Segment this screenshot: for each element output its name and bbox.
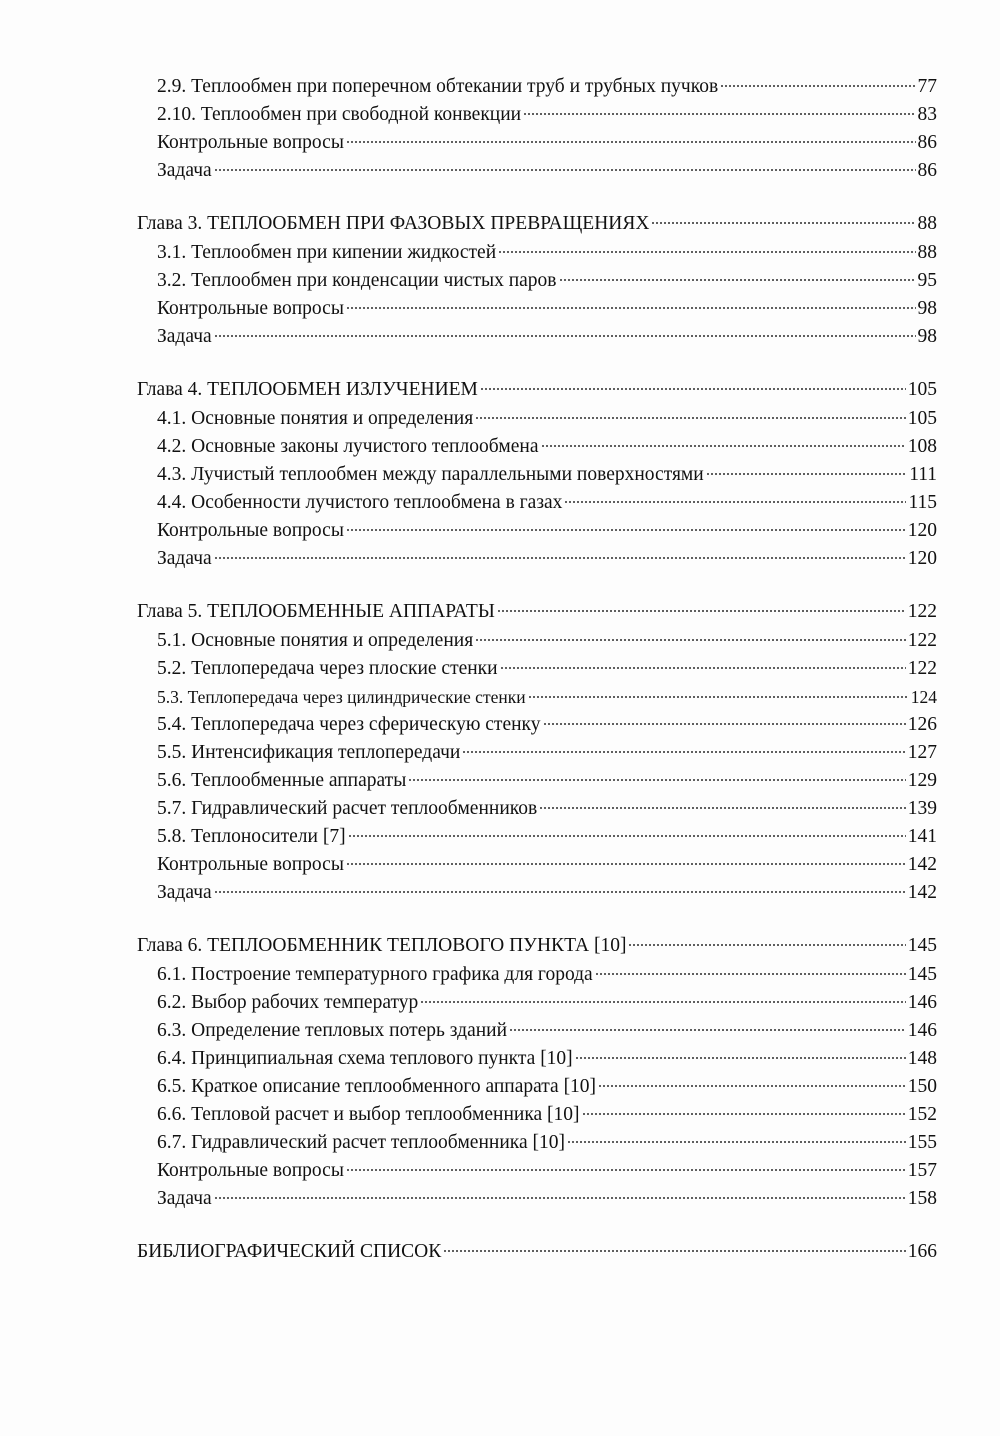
dot-leader xyxy=(346,528,906,532)
toc-section xyxy=(137,597,937,907)
toc-entry-title: 5.6. Теплообменные аппараты xyxy=(157,770,407,791)
toc-entry xyxy=(137,655,937,683)
toc-entry-page-number: 88 xyxy=(917,213,937,234)
toc-entry-page-number: 155 xyxy=(907,1132,937,1153)
toc-entry xyxy=(137,739,937,767)
toc-entry xyxy=(137,851,937,879)
toc-section xyxy=(137,375,937,573)
toc-entry-title: 5.4. Теплопередача через сферическую стенку xyxy=(157,714,541,735)
toc-entry xyxy=(137,517,937,545)
toc-entry-page-number: 142 xyxy=(907,882,937,903)
toc-entry-title: 5.2. Теплопередача через плоские стенки xyxy=(157,658,498,679)
toc-chapter-entry xyxy=(137,597,937,627)
section-spacer xyxy=(137,907,937,931)
toc-entry xyxy=(137,129,937,157)
toc-entry xyxy=(137,989,937,1017)
section-spacer xyxy=(137,573,937,597)
dot-leader xyxy=(651,221,915,225)
toc-section xyxy=(137,209,937,351)
toc-entry xyxy=(137,157,937,185)
toc-entry-title: 5.8. Теплоносители [7] xyxy=(157,826,346,847)
dot-leader xyxy=(348,834,906,838)
toc-entry-page-number: 166 xyxy=(907,1241,937,1262)
toc-entry xyxy=(137,711,937,739)
table-of-contents xyxy=(137,73,937,1267)
toc-entry xyxy=(137,323,937,351)
toc-entry xyxy=(137,489,937,517)
toc-entry-page-number: 122 xyxy=(907,658,937,679)
dot-leader xyxy=(706,472,907,476)
dot-leader xyxy=(598,1084,906,1088)
toc-entry-page-number: 88 xyxy=(917,242,937,263)
toc-entry-title: Задача xyxy=(157,548,212,569)
toc-entry-title: 4.2. Основные законы лучистого теплообмена xyxy=(157,436,539,457)
toc-entry-title: 5.3. Теплопередача через цилиндрические стенки xyxy=(157,687,526,707)
toc-entry-page-number: 122 xyxy=(907,630,937,651)
toc-entry-title: Контрольные вопросы xyxy=(157,520,344,541)
toc-entry-title: Глава 6. ТЕПЛООБМЕННИК ТЕПЛОВОГО ПУНКТА [10] xyxy=(137,935,627,956)
dot-leader xyxy=(214,334,916,338)
toc-entry xyxy=(137,545,937,573)
toc-entry-title: Контрольные вопросы xyxy=(157,132,344,153)
dot-leader xyxy=(480,387,906,391)
toc-entry xyxy=(137,879,937,907)
toc-entry xyxy=(137,767,937,795)
toc-entry xyxy=(137,1101,937,1129)
toc-entry-page-number: 139 xyxy=(907,798,937,819)
dot-leader xyxy=(443,1249,906,1253)
toc-entry xyxy=(137,1157,937,1185)
toc-entry-title: Глава 4. ТЕПЛООБМЕН ИЗЛУЧЕНИЕМ xyxy=(137,379,478,400)
toc-entry-title: Контрольные вопросы xyxy=(157,854,344,875)
toc-entry-page-number: 127 xyxy=(907,742,937,763)
toc-entry xyxy=(137,239,937,267)
toc-entry-title: 6.6. Тепловой расчет и выбор теплообменника [10] xyxy=(157,1104,580,1125)
toc-entry-title: 4.4. Особенности лучистого теплообмена в газах xyxy=(157,492,563,513)
toc-entry-page-number: 115 xyxy=(908,492,937,513)
toc-entry-page-number: 108 xyxy=(907,436,937,457)
toc-entry-page-number: 98 xyxy=(917,298,937,319)
toc-entry-page-number: 122 xyxy=(907,601,937,622)
dot-leader xyxy=(595,972,906,976)
toc-entry-page-number: 124 xyxy=(910,687,937,707)
section-spacer xyxy=(137,185,937,209)
toc-entry-title: 6.2. Выбор рабочих температур xyxy=(157,992,419,1013)
toc-entry-title: Контрольные вопросы xyxy=(157,298,344,319)
dot-leader xyxy=(500,666,906,670)
dot-leader xyxy=(559,278,916,282)
dot-leader xyxy=(564,500,906,504)
toc-chapter-entry xyxy=(137,375,937,405)
toc-entry-page-number: 157 xyxy=(907,1160,937,1181)
dot-leader xyxy=(498,250,915,254)
toc-entry xyxy=(137,433,937,461)
dot-leader xyxy=(582,1112,906,1116)
toc-entry-title: Задача xyxy=(157,882,212,903)
toc-entry-page-number: 129 xyxy=(907,770,937,791)
toc-entry-page-number: 146 xyxy=(907,1020,937,1041)
dot-leader xyxy=(346,1168,906,1172)
toc-entry-title: 4.1. Основные понятия и определения xyxy=(157,408,474,429)
toc-entry-title: 5.1. Основные понятия и определения xyxy=(157,630,474,651)
toc-chapter-entry xyxy=(137,209,937,239)
dot-leader xyxy=(543,722,906,726)
toc-entry-title: Глава 5. ТЕПЛООБМЕННЫЕ АППАРАТЫ xyxy=(137,601,495,622)
toc-entry-title: Задача xyxy=(157,160,212,181)
toc-entry xyxy=(137,461,937,489)
toc-entry-page-number: 152 xyxy=(907,1104,937,1125)
toc-entry-page-number: 146 xyxy=(907,992,937,1013)
toc-section xyxy=(137,73,937,185)
dot-leader xyxy=(420,1000,906,1004)
toc-entry-title: Глава 3. ТЕПЛООБМЕН ПРИ ФАЗОВЫХ ПРЕВРАЩЕНИЯХ xyxy=(137,213,650,234)
toc-entry-page-number: 148 xyxy=(907,1048,937,1069)
toc-entry xyxy=(137,1017,937,1045)
toc-entry-title: БИБЛИОГРАФИЧЕСКИЙ СПИСОК xyxy=(137,1241,442,1262)
toc-entry xyxy=(137,1185,937,1213)
toc-entry-title: 2.10. Теплообмен при свободной конвекции xyxy=(157,104,522,125)
dot-leader xyxy=(214,168,916,172)
dot-leader xyxy=(575,1056,906,1060)
toc-entry-title: 2.9. Теплообмен при поперечном обтекании труб и трубных пучков xyxy=(157,76,719,97)
toc-bibliography-entry xyxy=(137,1237,937,1267)
toc-entry xyxy=(137,1129,937,1157)
dot-leader xyxy=(628,943,905,947)
toc-entry xyxy=(137,73,937,101)
toc-entry-page-number: 86 xyxy=(917,160,937,181)
toc-entry-title: Задача xyxy=(157,1188,212,1209)
dot-leader xyxy=(214,890,906,894)
toc-entry-title: 6.5. Краткое описание теплообменного аппарата [10] xyxy=(157,1076,597,1097)
toc-entry-page-number: 145 xyxy=(907,935,937,956)
toc-entry xyxy=(137,405,937,433)
toc-entry-page-number: 86 xyxy=(917,132,937,153)
dot-leader xyxy=(541,444,906,448)
toc-entry-page-number: 120 xyxy=(907,548,937,569)
dot-leader xyxy=(523,112,915,116)
toc-entry-title: 5.7. Гидравлический расчет теплообменников xyxy=(157,798,538,819)
dot-leader xyxy=(346,862,906,866)
toc-entry-page-number: 150 xyxy=(907,1076,937,1097)
toc-entry-page-number: 111 xyxy=(909,464,937,485)
dot-leader xyxy=(475,416,906,420)
dot-leader xyxy=(346,140,916,144)
toc-entry-page-number: 145 xyxy=(907,964,937,985)
toc-section xyxy=(137,931,937,1213)
toc-entry xyxy=(137,823,937,851)
toc-chapter-entry xyxy=(137,931,937,961)
dot-leader xyxy=(497,609,906,613)
toc-entry-page-number: 98 xyxy=(917,326,937,347)
toc-entry-title: 6.7. Гидравлический расчет теплообменника [10] xyxy=(157,1132,565,1153)
dot-leader xyxy=(214,556,906,560)
dot-leader xyxy=(567,1140,906,1144)
toc-entry xyxy=(137,1045,937,1073)
section-spacer xyxy=(137,1213,937,1237)
dot-leader xyxy=(214,1196,906,1200)
toc-entry xyxy=(137,627,937,655)
toc-entry-title: 6.3. Определение тепловых потерь зданий xyxy=(157,1020,508,1041)
toc-entry-title: 6.1. Построение температурного графика для города xyxy=(157,964,593,985)
dot-leader xyxy=(539,806,906,810)
toc-entry-page-number: 77 xyxy=(917,76,937,97)
toc-entry-page-number: 105 xyxy=(907,408,937,429)
toc-section xyxy=(137,1237,937,1267)
section-spacer xyxy=(137,351,937,375)
dot-leader xyxy=(408,778,905,782)
toc-entry xyxy=(137,267,937,295)
toc-entry xyxy=(137,295,937,323)
toc-entry xyxy=(137,795,937,823)
toc-entry-title: 5.5. Интенсификация теплопередачи xyxy=(157,742,461,763)
toc-entry xyxy=(137,101,937,129)
dot-leader xyxy=(720,84,915,88)
toc-entry-title: Задача xyxy=(157,326,212,347)
toc-entry-title: 4.3. Лучистый теплообмен между параллельными поверхностями xyxy=(157,464,704,485)
dot-leader xyxy=(462,750,905,754)
dot-leader xyxy=(346,306,916,310)
toc-entry-page-number: 126 xyxy=(907,714,937,735)
toc-entry xyxy=(137,683,937,711)
toc-entry-page-number: 142 xyxy=(907,854,937,875)
dot-leader xyxy=(475,638,906,642)
toc-entry-title: 6.4. Принципиальная схема теплового пункта [10] xyxy=(157,1048,573,1069)
toc-entry-page-number: 141 xyxy=(907,826,937,847)
toc-entry xyxy=(137,1073,937,1101)
dot-leader xyxy=(528,695,909,699)
toc-entry-title: Контрольные вопросы xyxy=(157,1160,344,1181)
toc-entry-title: 3.2. Теплообмен при конденсации чистых паров xyxy=(157,270,557,291)
toc-entry xyxy=(137,961,937,989)
toc-entry-page-number: 158 xyxy=(907,1188,937,1209)
toc-entry-page-number: 120 xyxy=(907,520,937,541)
toc-entry-page-number: 83 xyxy=(917,104,937,125)
dot-leader xyxy=(509,1028,906,1032)
toc-entry-page-number: 105 xyxy=(907,379,937,400)
toc-entry-page-number: 95 xyxy=(917,270,937,291)
toc-entry-title: 3.1. Теплообмен при кипении жидкостей xyxy=(157,242,497,263)
